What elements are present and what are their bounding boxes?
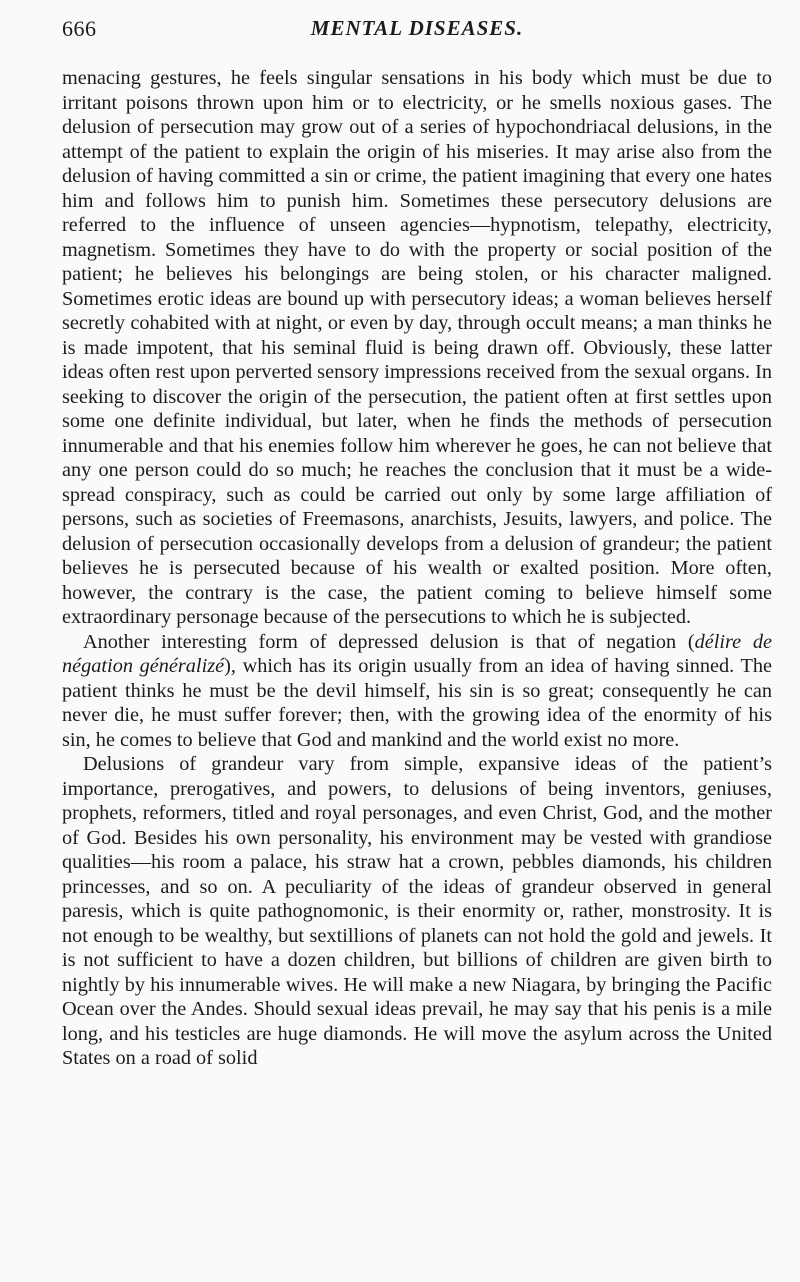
paragraph-negation-before: Another interesting form of depressed delusion is that of negation ( — [83, 630, 695, 653]
body-text — [62, 66, 772, 1071]
paragraph-negation — [62, 630, 772, 753]
page-header — [62, 14, 772, 50]
paragraph-negation-after: ), which has its origin usually from an idea of having sinned. The patient thinks he must be the devil himself, his sin is so great; consequently he can never die, he must suffer forever; then, with the growing idea of the enormity of his sin, he comes to believe that God and mankind and the world exist no more. — [62, 655, 773, 751]
book-page — [62, 14, 772, 1071]
paragraph-persecution: menacing gestures, he feels singular sensations in his body which must be due to irritant poisons thrown upon him or to electricity, or he smells noxious gases. The delusion of persecution may grow out of a series of hypochondriacal delusions, in the attempt of the patient to explain the origin of his miseries. It may arise also from the delusion of having committed a sin or crime, the patient imagining that every one hates him and follows him to punish him. Sometimes these persecutory delusions are referred to the influence of unseen agencies—hypnotism, telepathy, electricity, magnetism. Sometimes they have to do with the property or social position of the patient; he believes his belongings are being stolen, or his character maligned. Sometimes erotic ideas are bound up with persecutory ideas; a woman believes herself secretly cohabited with at night, or even by day, through occult means; a man thinks he is made impotent, that his seminal fluid is being drawn off. Obviously, these latter ideas often rest upon perverted sensory impressions received from the sexual organs. In seeking to discover the origin of the persecution, the patient often at first settles upon some one definite individual, but later, when he finds the methods of persecution innumerable and that his enemies follow him wherever he goes, he can not believe that any one person could do so much; he reaches the conclusion that it must be a wide-spread conspiracy, such as could be carried out only by some large affiliation of persons, such as societies of Freemasons, anarchists, Jesuits, lawyers, and police. The delusion of persecution occasionally develops from a delusion of grandeur; the patient believes he is persecuted because of his wealth or exalted position. More often, however, the contrary is the case, the patient coming to believe himself some extraordinary personage because of the persecutions to which he is subjected. — [62, 67, 772, 628]
running-head: MENTAL DISEASES. — [310, 16, 524, 40]
paragraph-negation-term: délire de négation généralizé — [62, 630, 772, 677]
page-number: 666 — [62, 16, 97, 41]
paragraph-grandeur: Delusions of grandeur vary from simple, expansive ideas of the patient’s importance, prerogatives, and powers, to delusions of being inventors, geniuses, prophets, reformers, titled and royal personages, and even Christ, God, and the mother of God. Besides his own personality, his environment may be vested with grandiose qualities—his room a palace, his straw hat a crown, pebbles diamonds, his children princesses, and so on. A peculiarity of the ideas of grandeur observed in general paresis, which is quite pathognomonic, is their enormity or, rather, monstrosity. It is not enough to be wealthy, but sextillions of planets can not hold the gold and jewels. It is not sufficient to have a dozen children, but billions of children are given birth to nightly by his innumerable wives. He will make a new Niagara, by bringing the Pacific Ocean over the Andes. Should sexual ideas prevail, he may say that his penis is a mile long, and his testicles are huge diamonds. He will move the asylum across the United States on a road of solid — [62, 753, 772, 1069]
